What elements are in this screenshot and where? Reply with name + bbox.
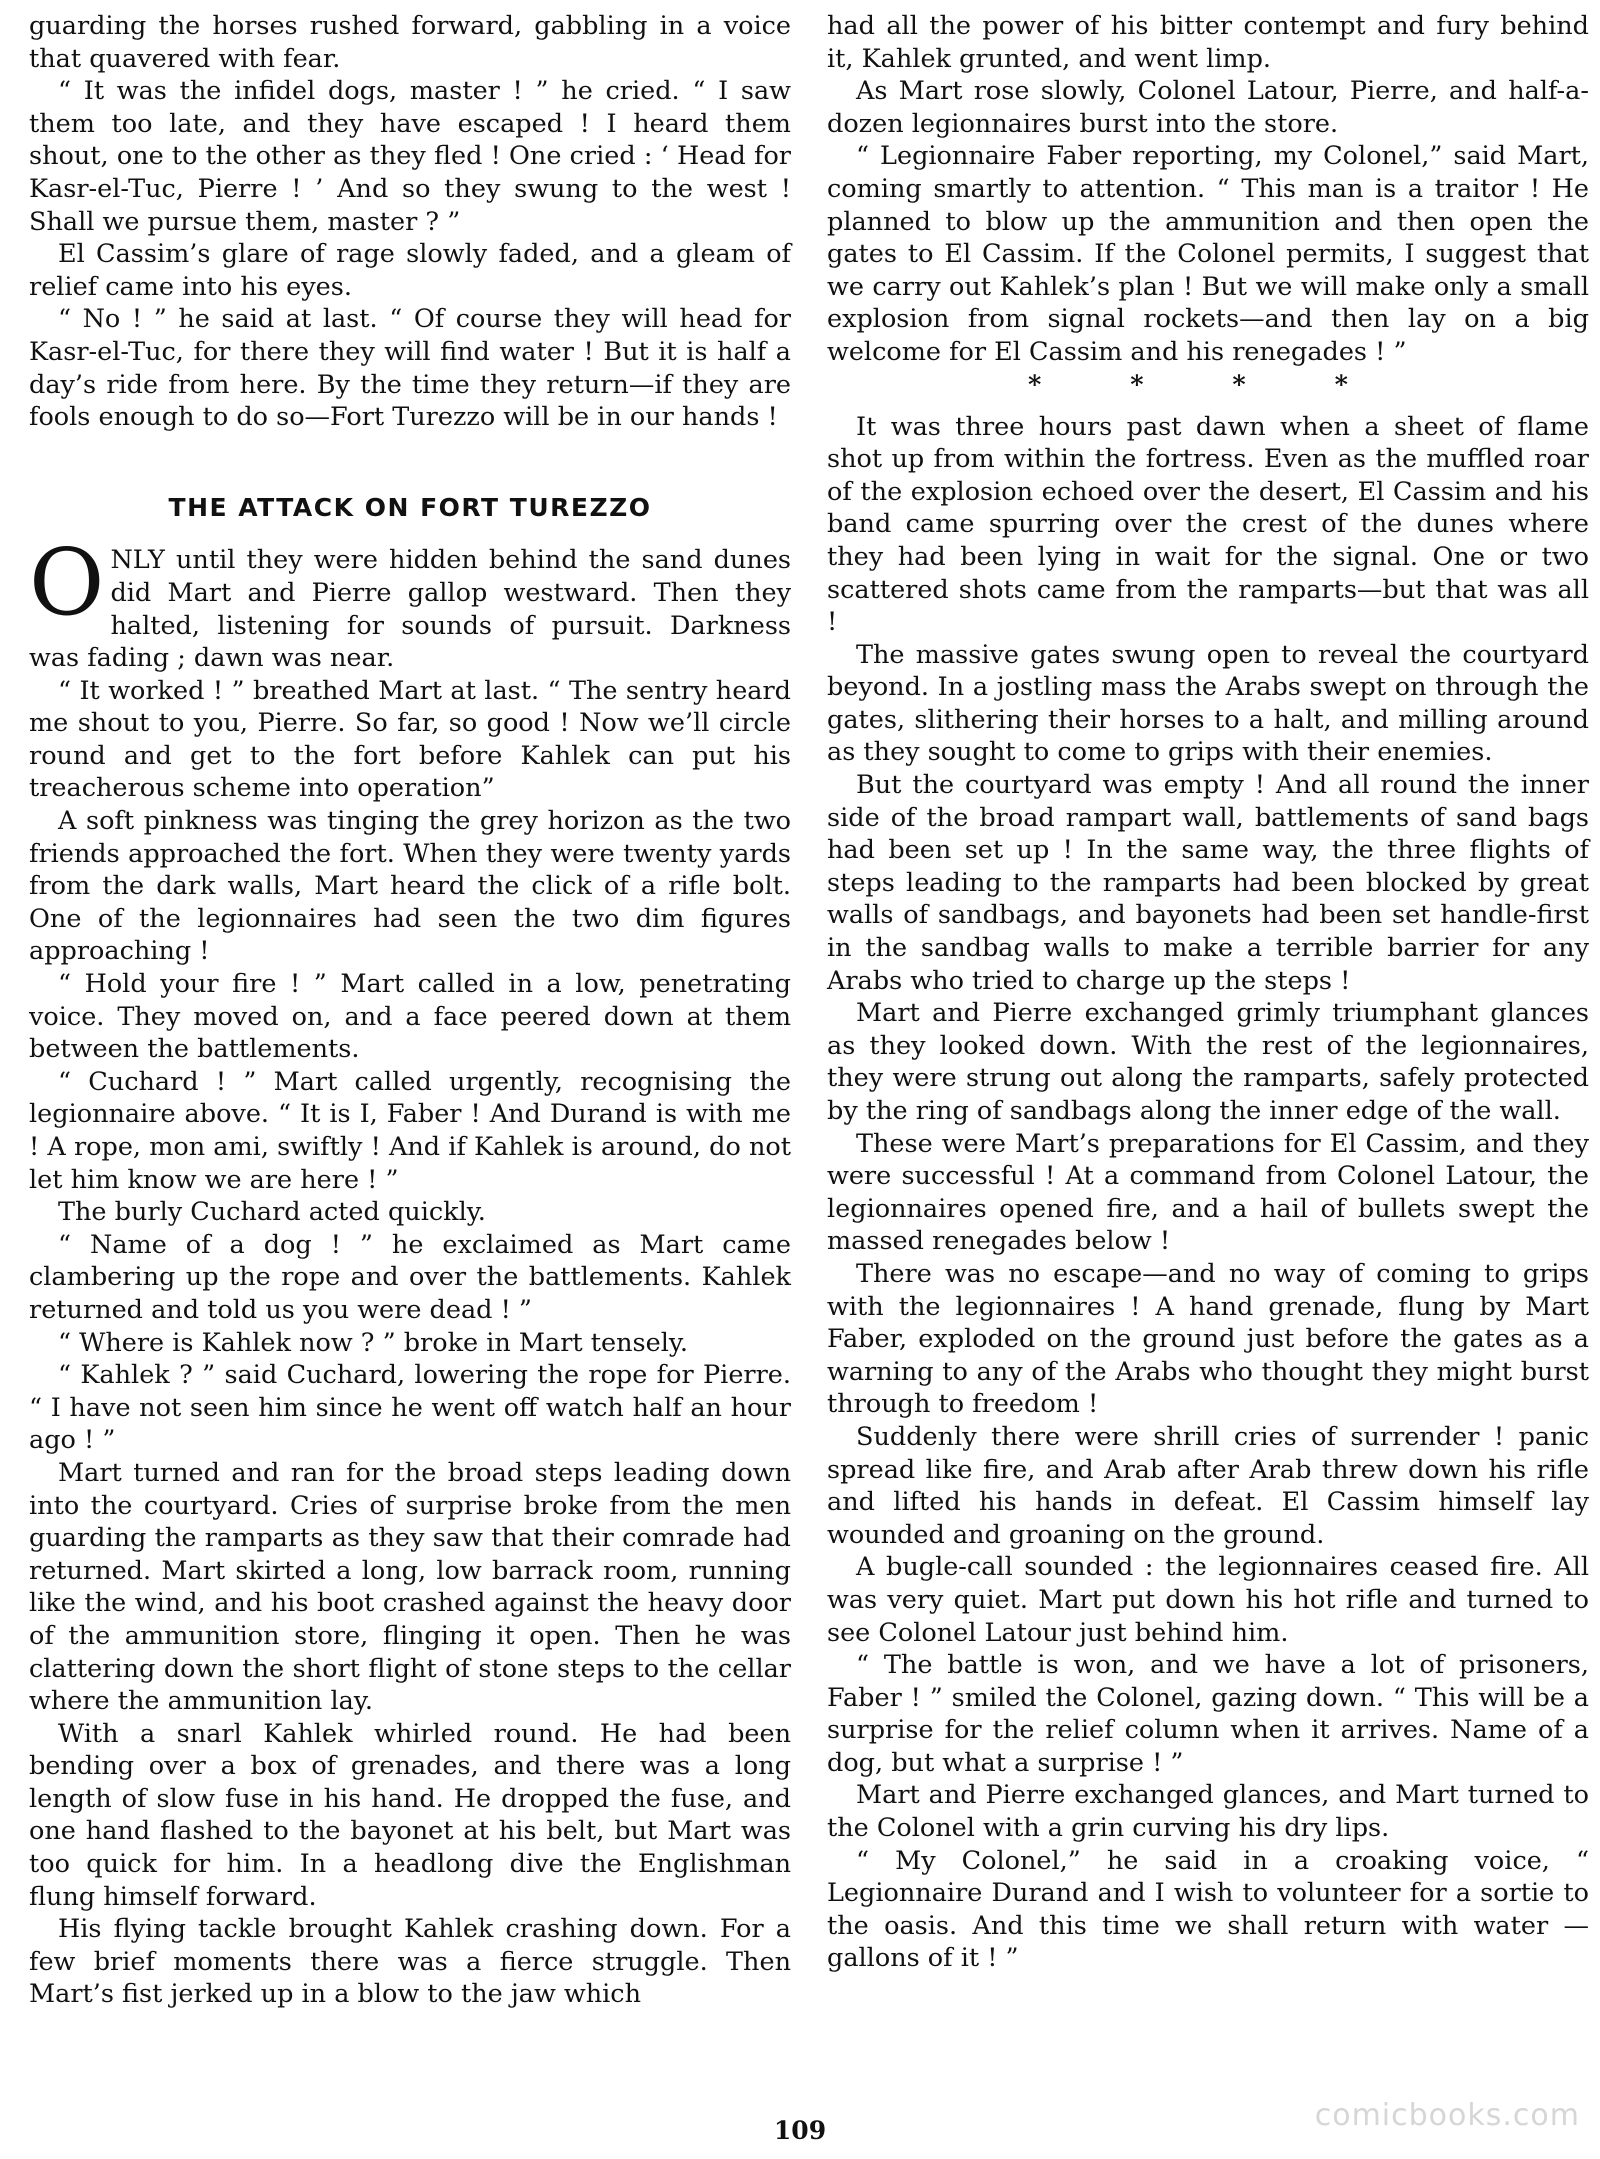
story-paragraph: “ Cuchard ! ” Mart called urgently, recognising the legionnaire above. “ It is I, Faber ! And Durand is with me ! A rope, mon ami, swiftly ! And if Kahlek is around, do not let him know we are here ! ” [29,1066,791,1195]
story-paragraph: “ Where is Kahlek now ? ” broke in Mart tensely. [58,1327,688,1358]
story-paragraph: “ No ! ” he said at last. “ Of course they will head for Kasr-el-Tuc, for there they will find water ! But it is half a day’s ride from here. By the time they return—if they are fools enough to do so—Fort Turezzo will be in our hands ! [29,304,791,433]
story-paragraph: It was three hours past dawn when a sheet of flame shot up from within the fortress. Even as the muffled roar of the explosion echoed over the desert, El Cassim and his band came spurring over the crest of the dunes where they had been lying in wait for the signal. One or two scattered shots came from the ramparts—but that was all ! [827,411,1589,638]
section-heading: THE ATTACK ON FORT TUREZZO [168,492,652,522]
story-paragraph: “ Legionnaire Faber reporting, my Colonel,” said Mart, coming smartly to attention. “ This man is a traitor ! He planned to blow up the ammunition and then open the gates to El Cassim. If the Colonel permits, I suggest that we carry out Kahlek’s plan ! But we will make only a small explosion from signal rockets—and then lay on a big welcome for El Cassim and his renegades ! ” [827,141,1589,367]
story-paragraph: A soft pinkness was tinging the grey horizon as the two friends approached the fort. When they were twenty yards from the dark walls, Mart heard the click of a rifle bolt. One of the legionnaires had seen the two dim figures approaching ! [29,806,791,967]
opening-paragraph [29,529,791,674]
story-paragraph: “ It worked ! ” breathed Mart at last. “ The sentry heard me shout to you, Pierre. So far, so good ! Now we’ll circle round and get to the fort before Kahlek can put his treacherous scheme into operation” [29,675,791,804]
story-paragraph: With a snarl Kahlek whirled round. He had been bending over a box of grenades, and there was a long length of slow fuse in his hand. He dropped the fuse, and one hand flashed to the bayonet at his belt, but Mart was too quick for him. In a headlong dive the Englishman flung himself forward. [29,1718,791,1912]
story-paragraph: “ It was the infidel dogs, master ! ” he cried. “ I saw them too late, and they have escaped ! I heard them shout, one to the other as they fled ! One cried : ‘ Head for Kasr-el-Tuc, Pierre ! ’ And so they swung to the west ! Shall we pursue them, master ? ” [29,76,791,237]
section-break-stars: * * * * [1028,369,1388,400]
watermark: comicbooks.com [1314,2098,1580,2133]
story-paragraph: “ Name of a dog ! ” he exclaimed as Mart came clambering up the rope and over the battlements. Kahlek returned and told us you were dead ! ” [29,1229,791,1325]
story-paragraph: El Cassim’s glare of rage slowly faded, and a gleam of relief came into his eyes. [29,239,791,302]
story-paragraph: had all the power of his bitter contempt and fury behind it, Kahlek grunted, and went limp. [827,11,1589,74]
story-paragraph: There was no escape—and no way of coming to grips with the legionnaires ! A hand grenade, flung by Mart Faber, exploded on the ground just before the gates as a warning to any of the Arabs who thought they might burst through to freedom ! [827,1258,1589,1420]
story-paragraph: “ My Colonel,” he said in a croaking voice, “ Legionnaire Durand and I wish to volunteer for a sortie to the oasis. And this time we shall return with water —gallons of it ! ” [827,1845,1589,1974]
story-paragraph: As Mart rose slowly, Colonel Latour, Pierre, and half-a-dozen legionnaires burst into the store. [827,76,1589,139]
story-paragraph: guarding the horses rushed forward, gabbling in a voice that quavered with fear. [29,11,791,74]
story-paragraph: Mart and Pierre exchanged glances, and Mart turned to the Colonel with a grin curving his dry lips. [827,1780,1589,1844]
story-paragraph: The massive gates swung open to reveal the courtyard beyond. In a jostling mass the Arabs swept on through the gates, slithering their horses to a halt, and milling around as they sought to come to grips with their enemies. [827,639,1589,768]
story-paragraph: But the courtyard was empty ! And all round the inner side of the broad rampart wall, battlements of sand bags had been set up ! In the same way, the three flights of steps leading to the ramparts had been blocked by great walls of sandbags, and bayonets had been set handle-first in the sandbag walls to make a terrible barrier for any Arabs who tried to charge up the steps ! [827,770,1589,996]
story-paragraph: Suddenly there were shrill cries of surrender ! panic spread like fire, and Arab after Arab threw down his rifle and lifted his hands in defeat. El Cassim himself lay wounded and groaning on the ground. [827,1421,1589,1550]
right-column [827,10,1589,1975]
page-number: 109 [773,2116,827,2145]
story-paragraph: His flying tackle brought Kahlek crashing down. For a few brief moments there was a fierce struggle. Then Mart’s fist jerked up in a blow to the jaw which [29,1914,791,2010]
story-paragraph: Mart and Pierre exchanged grimly triumphant glances as they looked down. With the rest of the legionnaires, they were strung out along the ramparts, safely protected by the ring of sandbags along the inner edge of the wall. [827,998,1589,1126]
left-column [29,10,791,2011]
story-paragraph: A bugle-call sounded : the legionnaires ceased fire. All was very quiet. Mart put down his hot rifle and turned to see Colonel Latour just behind him. [827,1552,1589,1648]
drop-cap: O [29,529,105,637]
story-paragraph: “ Hold your fire ! ” Mart called in a low, penetrating voice. They moved on, and a face peered down at them between the battlements. [29,969,791,1065]
opening-paragraph-text: NLY until they were hidden behind the sand dunes did Mart and Pierre gallop westward. Then they halted, listening for sounds of pursuit. Darkness was fading ; dawn was near. [29,545,791,674]
story-paragraph: The burly Cuchard acted quickly. [58,1197,486,1228]
story-paragraph: “ The battle is won, and we have a lot of prisoners, Faber ! ” smiled the Colonel, gazing down. “ This will be a surprise for the relief column when it arrives. Name of a dog, but what a surprise ! ” [827,1650,1589,1778]
story-paragraph: “ Kahlek ? ” said Cuchard, lowering the rope for Pierre. “ I have not seen him since he went off watch half an hour ago ! ” [29,1360,791,1456]
story-paragraph: Mart turned and ran for the broad steps leading down into the courtyard. Cries of surprise broke from the men guarding the ramparts as they saw that their comrade had returned. Mart skirted a long, low barrack room, running like the wind, and his boot crashed against the heavy door of the ammunition store, flinging it open. Then he was clattering down the short flight of stone steps to the cellar where the ammunition lay. [29,1457,791,1717]
story-paragraph: These were Mart’s preparations for El Cassim, and they were successful ! At a command from Colonel Latour, the legionnaires opened fire, and a hail of bullets swept the massed renegades below ! [827,1128,1589,1257]
